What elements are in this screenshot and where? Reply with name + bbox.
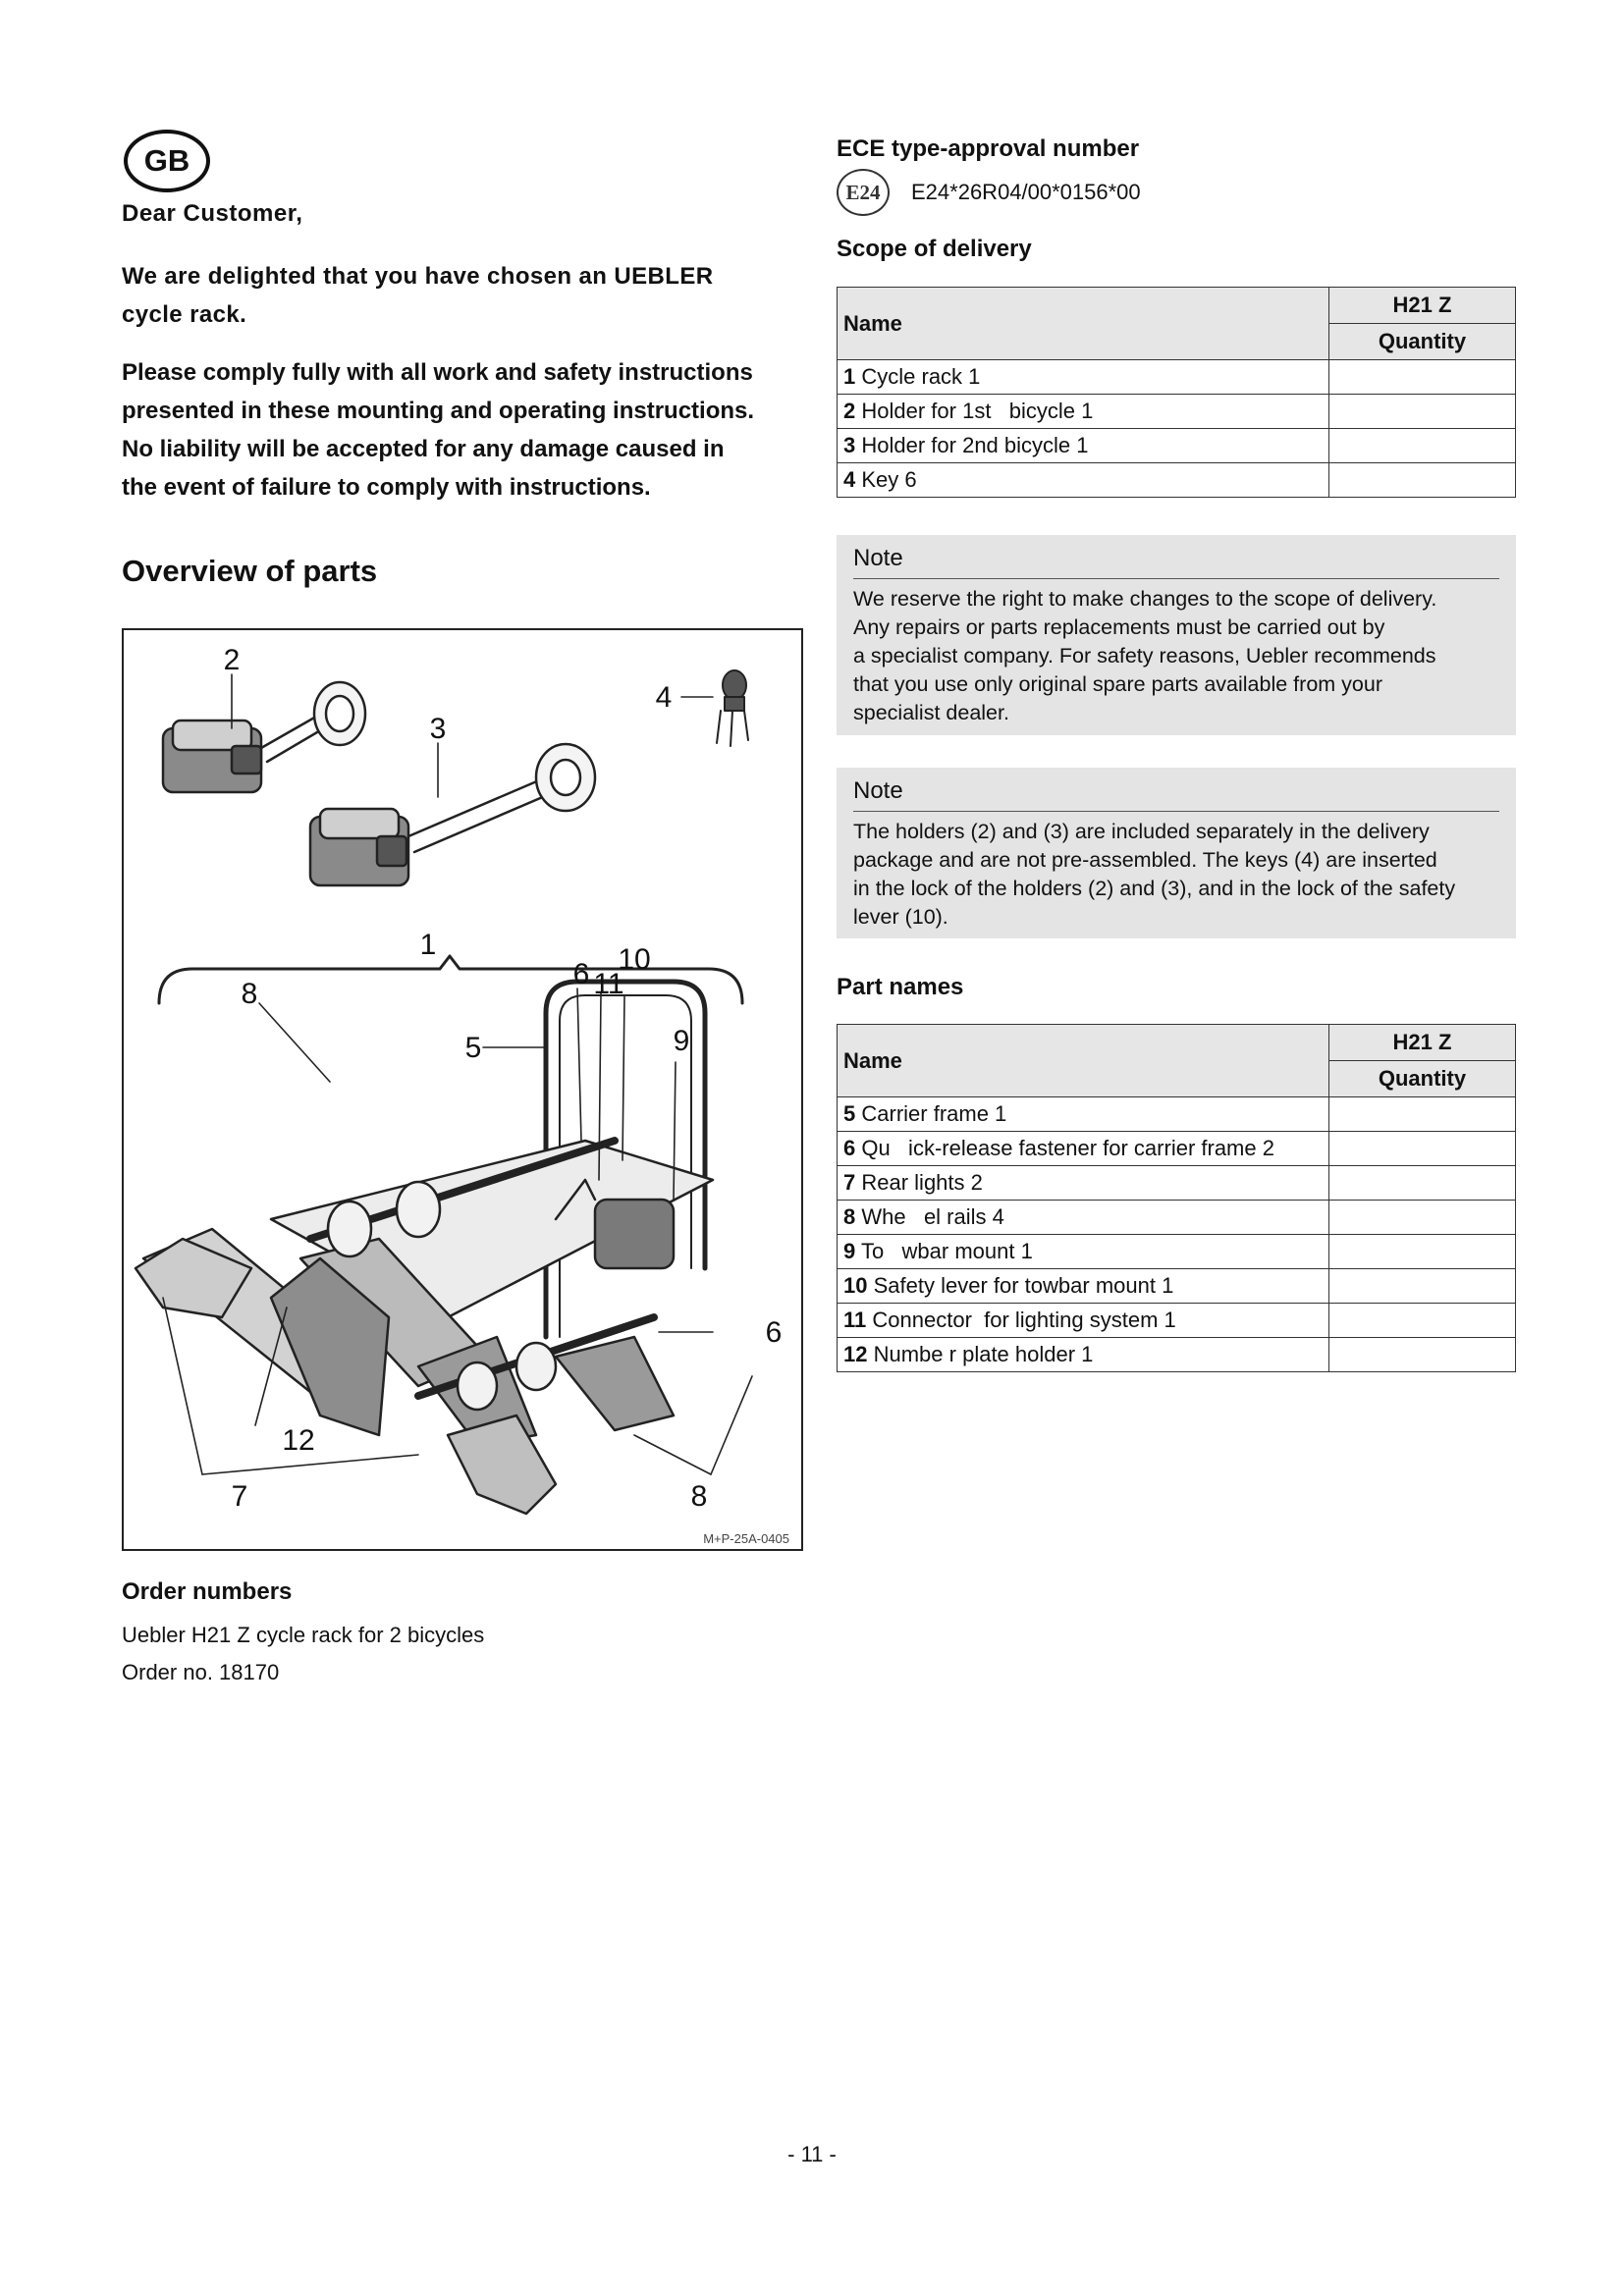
holder-3-drawing bbox=[310, 744, 595, 885]
note-line: package and are not pre-assembled. The keys (4) are inserted bbox=[853, 848, 1437, 872]
note-line: lever (10). bbox=[853, 905, 948, 929]
intro-text bbox=[122, 257, 789, 334]
parts-col-model: H21 Z bbox=[1329, 1025, 1516, 1061]
callout-11: 11 bbox=[593, 968, 624, 1000]
country-badge: GB bbox=[124, 130, 210, 192]
table-row: 12 Numbe r plate holder 1 bbox=[838, 1338, 1516, 1372]
note-line: in the lock of the holders (2) and (3), and in the lock of the safety bbox=[853, 877, 1456, 900]
table-row: 1 Cycle rack 1 bbox=[838, 360, 1516, 395]
note-box-2 bbox=[837, 768, 1516, 938]
callout-10: 10 bbox=[618, 943, 651, 976]
note-line: We reserve the right to make changes to the scope of delivery. bbox=[853, 587, 1437, 611]
overview-heading: Overview of parts bbox=[122, 554, 378, 588]
note-line: that you use only original spare parts available from your bbox=[853, 672, 1382, 696]
table-row: 4 Key 6 bbox=[838, 463, 1516, 498]
table-row: 5 Carrier frame 1 bbox=[838, 1097, 1516, 1132]
parts-col-name: Name bbox=[838, 1025, 1329, 1097]
scope-col-qty: Quantity bbox=[1329, 324, 1516, 360]
scope-table bbox=[837, 287, 1516, 498]
comply-line: presented in these mounting and operating instructions. bbox=[122, 398, 755, 424]
note-title: Note bbox=[853, 777, 1499, 812]
note-box-1 bbox=[837, 535, 1516, 735]
callout-8-top: 8 bbox=[241, 978, 258, 1010]
table-row: 2 Holder for 1st bicycle 1 bbox=[838, 395, 1516, 429]
order-heading: Order numbers bbox=[122, 1578, 293, 1605]
page-number: - 11 - bbox=[787, 2142, 837, 2166]
table-row: 7 Rear lights 2 bbox=[838, 1166, 1516, 1201]
cycle-rack-drawing bbox=[135, 982, 713, 1514]
parts-illustration bbox=[124, 630, 805, 1553]
callout-9: 9 bbox=[673, 1025, 690, 1057]
comply-line: No liability will be accepted for any damage caused in bbox=[122, 436, 725, 462]
callout-7: 7 bbox=[231, 1480, 248, 1513]
callout-5: 5 bbox=[464, 1032, 482, 1064]
table-row: 11 Connector for lighting system 1 bbox=[838, 1304, 1516, 1338]
comply-text bbox=[122, 353, 809, 507]
parts-figure bbox=[122, 628, 803, 1551]
e24-mark-icon: E24 bbox=[837, 169, 890, 216]
note-line: The holders (2) and (3) are included separately in the delivery bbox=[853, 820, 1430, 843]
scope-col-model: H21 Z bbox=[1329, 288, 1516, 324]
figure-code: M+P-25A-0405 bbox=[703, 1531, 789, 1546]
ece-number: E24*26R04/00*0156*00 bbox=[911, 180, 1141, 204]
note-line: Any repairs or parts replacements must be carried out by bbox=[853, 615, 1385, 639]
ece-heading: ECE type-approval number bbox=[837, 135, 1140, 162]
note-line: a specialist company. For safety reasons, Uebler recommends bbox=[853, 644, 1436, 667]
callout-12: 12 bbox=[282, 1424, 315, 1457]
comply-line: Please comply fully with all work and safety instructions bbox=[122, 359, 753, 386]
table-row: 6 Qu ick-release fastener for carrier frame 2 bbox=[838, 1132, 1516, 1166]
comply-line: the event of failure to comply with instructions. bbox=[122, 474, 651, 501]
callout-4: 4 bbox=[655, 681, 673, 714]
part-names-table bbox=[837, 1024, 1516, 1372]
order-line-1: Uebler H21 Z cycle rack for 2 bicycles bbox=[122, 1623, 485, 1647]
scope-col-name: Name bbox=[838, 288, 1329, 360]
table-row: 8 Whe el rails 4 bbox=[838, 1201, 1516, 1235]
intro-line: We are delighted that you have chosen an UEBLER bbox=[122, 263, 714, 290]
part-names-heading: Part names bbox=[837, 974, 964, 1000]
table-row: 9 To wbar mount 1 bbox=[838, 1235, 1516, 1269]
order-line-2: Order no. 18170 bbox=[122, 1660, 280, 1684]
parts-col-qty: Quantity bbox=[1329, 1061, 1516, 1097]
keys-4-drawing bbox=[717, 670, 748, 746]
callout-6-right: 6 bbox=[765, 1316, 783, 1349]
note-title: Note bbox=[853, 545, 1499, 579]
table-row: 10 Safety lever for towbar mount 1 bbox=[838, 1269, 1516, 1304]
callout-8-bottom: 8 bbox=[690, 1480, 708, 1513]
callout-1: 1 bbox=[419, 929, 437, 961]
greeting: Dear Customer, bbox=[122, 200, 303, 227]
callout-3: 3 bbox=[429, 713, 447, 745]
callout-6-top: 6 bbox=[572, 958, 590, 990]
table-row: 3 Holder for 2nd bicycle 1 bbox=[838, 429, 1516, 463]
note-line: specialist dealer. bbox=[853, 701, 1009, 724]
intro-line: cycle rack. bbox=[122, 301, 247, 328]
scope-heading: Scope of delivery bbox=[837, 236, 1032, 262]
callout-2: 2 bbox=[223, 644, 241, 676]
holder-2-drawing bbox=[163, 682, 365, 792]
